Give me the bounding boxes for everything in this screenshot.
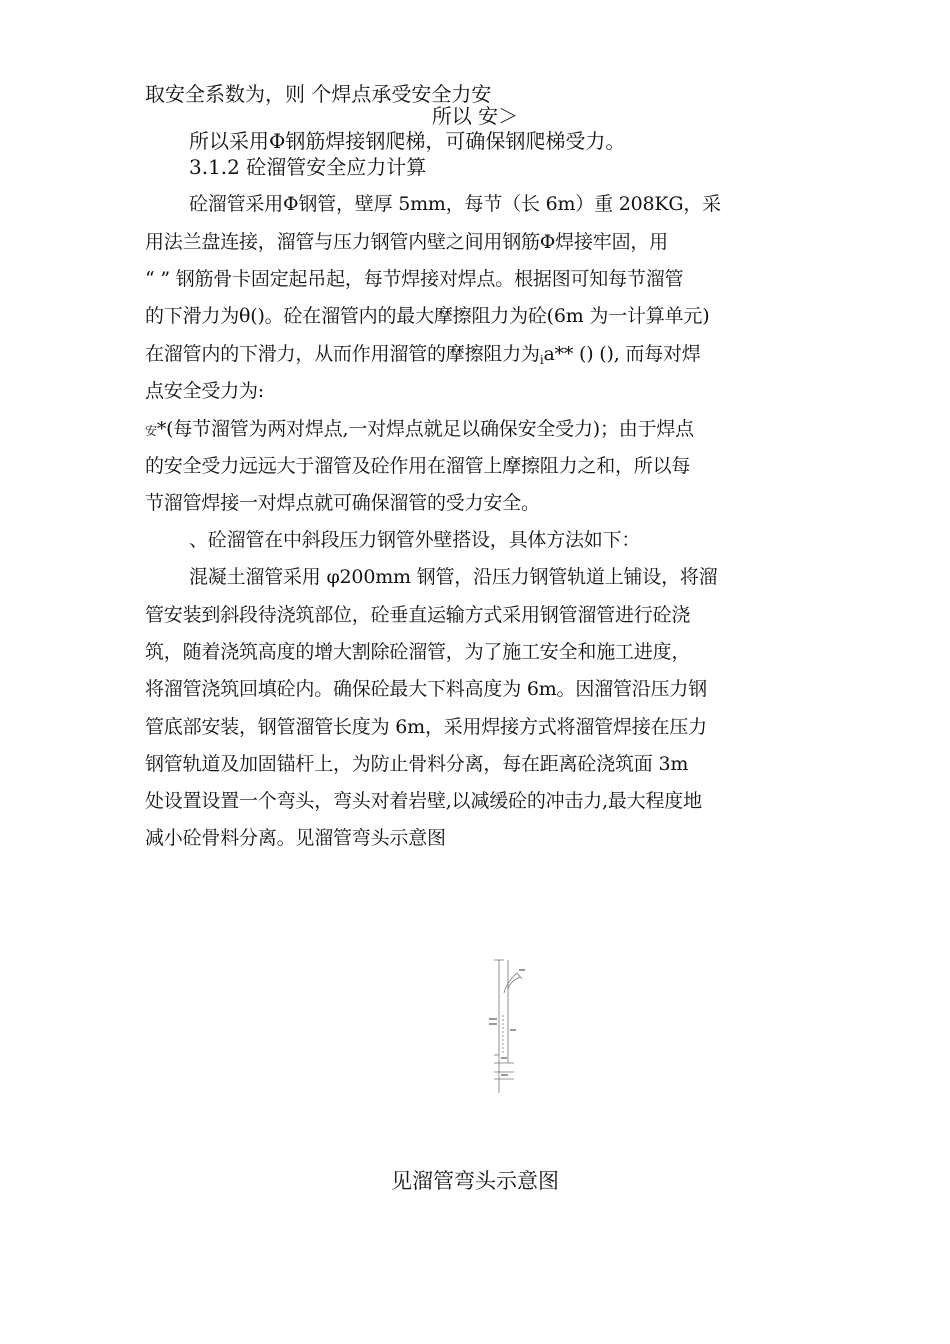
text-line xyxy=(145,414,810,446)
diagram-curve xyxy=(504,973,517,993)
text-line: 所以采用Φ钢筋焊接钢爬梯，可确保钢爬梯受力。 xyxy=(189,129,626,153)
text-line: 砼溜管采用Φ钢管，壁厚 5mm，每节（长 6m）重 208KG，采 xyxy=(189,193,721,215)
chute-elbow-diagram xyxy=(470,955,550,1100)
text-line: 节溜管焊接一对焊点就可确保溜管的受力安全。 xyxy=(145,492,540,514)
text-line: 管底部安装，钢管溜管长度为 6m，采用焊接方式将溜管焊接在压力 xyxy=(145,716,707,738)
text-line: 、砼溜管在中斜段压力钢管外壁搭设，具体方法如下： xyxy=(189,529,641,551)
figure-caption: 见溜管弯头示意图 xyxy=(391,1169,559,1193)
text-line: 的下滑力为θ()。砼在溜管内的最大摩擦阻力为砼(6m 为一计算单元) xyxy=(145,305,710,327)
subscript-mark: i xyxy=(539,353,544,367)
text-line: 混凝土溜管采用 φ200mm 钢管，沿压力钢管轨道上铺设，将溜 xyxy=(189,566,718,588)
diagram-tiny-label xyxy=(501,1074,508,1076)
text-line: “ ” 钢筋骨卡固定起吊起，每节焊接对焊点。根据图可知每节溜管 xyxy=(145,268,684,290)
text-line: 的安全受力远远大于溜管及砼作用在溜管上摩擦阻力之和，所以每 xyxy=(145,455,691,477)
text-line: 所以 安＞ xyxy=(431,104,519,128)
diagram-tiny-label xyxy=(489,1023,497,1025)
text-fragment: a** () (), 而每对焊 xyxy=(543,343,701,365)
text-fragment: *(每节溜管为两对焊点,一对焊点就足以确保安全受力)；由于焊点 xyxy=(156,418,694,440)
diagram-curve xyxy=(508,977,520,990)
text-line: 处设置设置一个弯头，弯头对着岩壁,以减缓砼的冲击力,最大程度地 xyxy=(145,790,702,812)
text-line: 将溜管浇筑回填砼内。确保砼最大下料高度为 6m。因溜管沿压力钢 xyxy=(145,678,707,700)
text-fragment: 在溜管内的下滑力，从而作用溜管的摩擦阻力为 xyxy=(145,343,540,365)
text-line: 钢管轨道及加固锚杆上，为防止骨料分离，每在距离砼浇筑面 3m xyxy=(145,753,689,775)
diagram-tiny-label xyxy=(519,969,525,971)
text-line: 管安装到斜段待浇筑部位，砼垂直运输方式采用钢管溜管进行砼浇 xyxy=(145,604,691,626)
text-line xyxy=(145,339,810,371)
text-line: 点安全受力为: xyxy=(145,380,265,402)
diagram-tiny-label xyxy=(501,1057,507,1059)
text-line: 减小砼骨料分离。见溜管弯头示意图 xyxy=(145,827,446,849)
text-line: 用法兰盘连接，溜管与压力钢管内壁之间用钢筋Φ焊接牢固，用 xyxy=(145,231,668,253)
small-mark: 安 xyxy=(145,424,157,438)
text-line: 取安全系数为，则 个焊点承受安全力安 xyxy=(145,82,492,106)
section-heading: 3.1.2 砼溜管安全应力计算 xyxy=(189,155,427,179)
diagram-tiny-label xyxy=(489,1018,497,1020)
diagram-tiny-label xyxy=(510,1029,516,1031)
text-line: 筑，随着浇筑高度的增大割除砼溜管，为了施工安全和施工进度， xyxy=(145,641,691,663)
